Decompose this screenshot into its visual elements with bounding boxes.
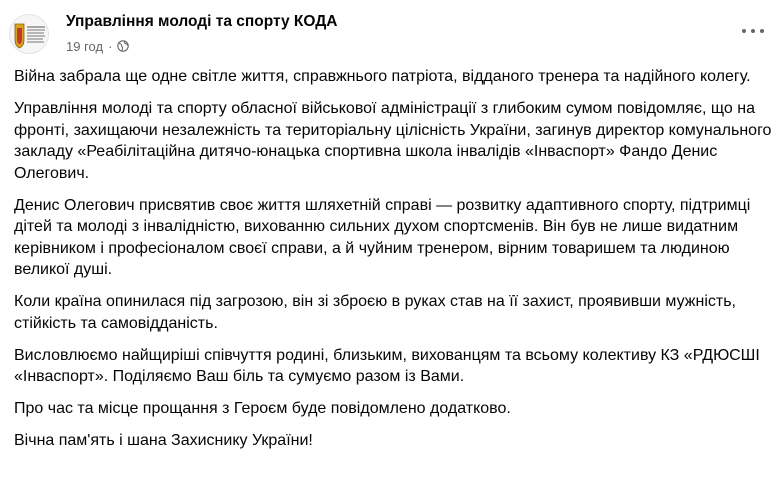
- post-paragraph: Управління молоді та спорту обласної військової адміністрації з глибоким сумом повідомляє, що на фронті, захищаючи незалежність та територіальну цілісність України, загинув директор комунального закладу «Реабілітаційна дитячо-юнацька спортивна школа інвалідів «Інваспорт» Фандо Денис Олегович.: [14, 100, 772, 182]
- post-paragraph: Війна забрала ще одне світле життя, справжнього патріота, відданого тренера та надійного колегу.: [14, 68, 751, 85]
- post-paragraph: Висловлюємо найщиріші співчуття родині, близьким, вихованцям та всьому колективу КЗ «РДЮСШІ «Інваспорт». Поділяємо Ваш біль та сумуємо разом із Вами.: [14, 346, 760, 385]
- post-paragraph: Денис Олегович присвятив своє життя шляхетній справі — розвитку адаптивного спорту, підтримці дітей та молоді з інвалідністю, вихованню сильних духом спортсменів. Він був не лише видатним керівником і професіоналом своєї справи, а й чуйним тренером, вірним товаришем та людиною великої душі.: [14, 196, 751, 278]
- more-options-dot: [751, 29, 755, 33]
- post-meta: [66, 37, 129, 55]
- more-options-dot: [742, 29, 746, 33]
- post-paragraph: Про час та місце прощання з Героєм буде повідомлено додатково.: [14, 400, 511, 417]
- page-logo: [10, 15, 49, 54]
- more-options-dot: [760, 29, 764, 33]
- post-timestamp[interactable]: 19 год: [66, 38, 104, 54]
- globe-icon[interactable]: [117, 40, 129, 52]
- post-paragraph: Вічна пам'ять і шана Захиснику України!: [14, 432, 313, 449]
- meta-separator: ·: [108, 38, 113, 54]
- post-header: [0, 0, 776, 62]
- post-body: [14, 66, 776, 462]
- post-paragraph: Коли країна опинилася під загрозою, він зі зброєю в руках став на її захист, проявивши мужність, стійкість та самовідданість.: [14, 293, 736, 332]
- more-options-icon[interactable]: [742, 24, 764, 38]
- post-author-name[interactable]: Управління молоді та спорту КОДА: [66, 13, 338, 30]
- page-avatar[interactable]: [9, 14, 49, 54]
